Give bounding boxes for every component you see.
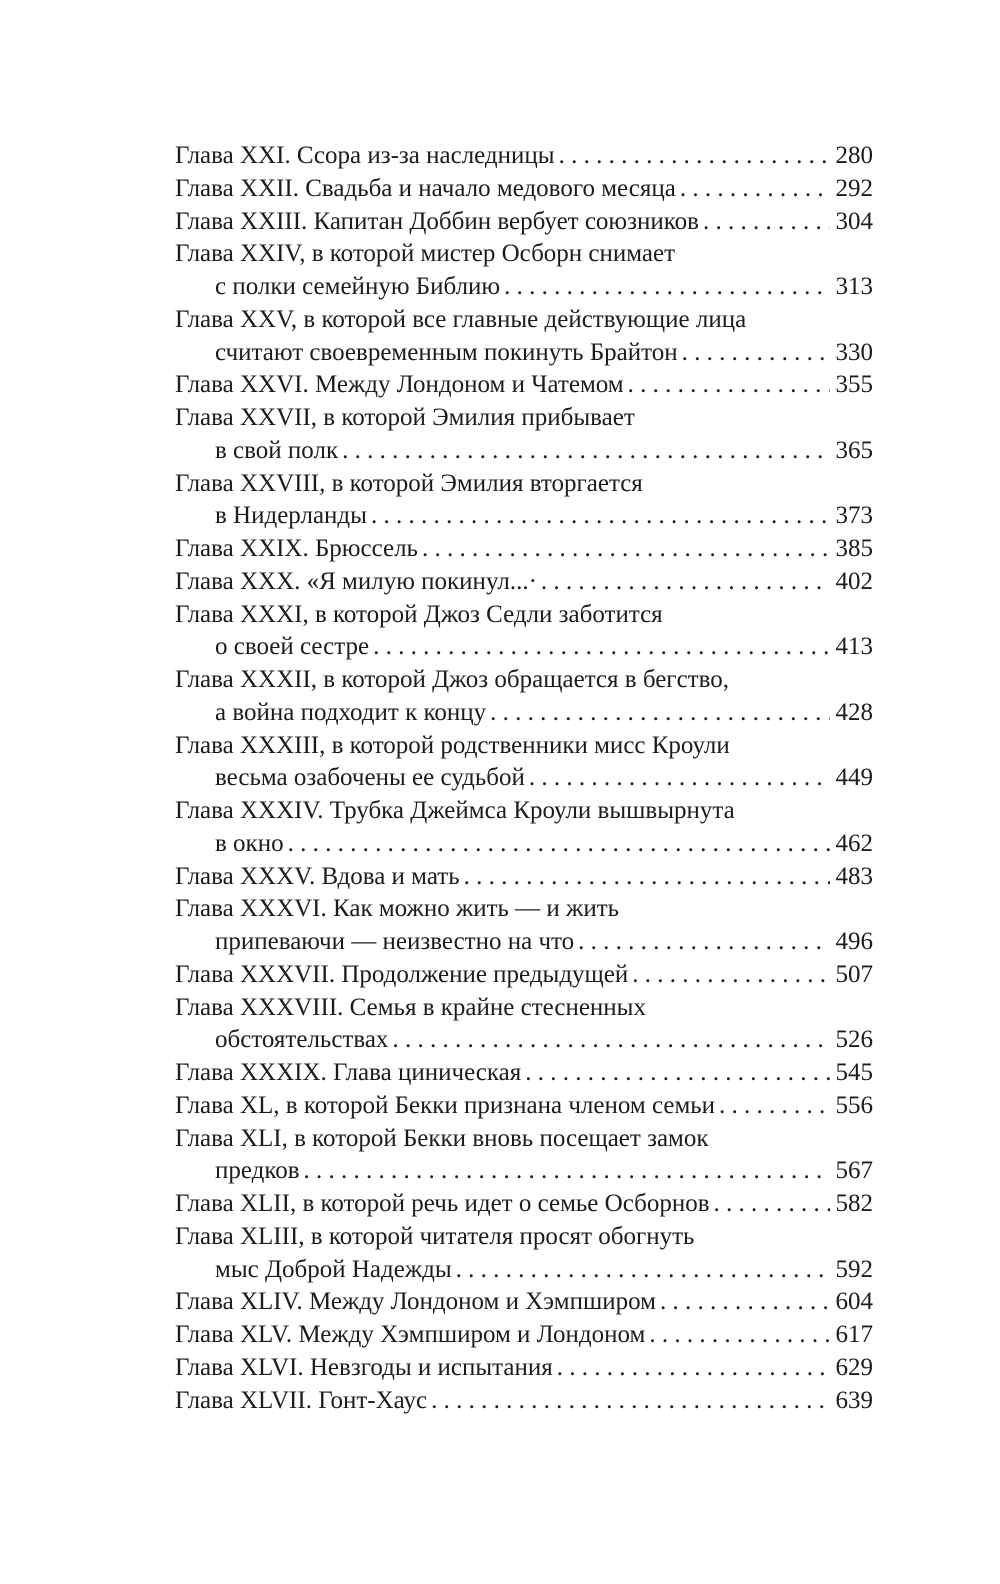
toc-entry-title: Глава XXXIV. Трубка Джеймса Кроули вышвырнута — [175, 797, 735, 824]
toc-entry — [175, 1319, 873, 1352]
toc-entry — [175, 1123, 873, 1189]
toc-line — [175, 697, 873, 730]
toc-page-number: 629 — [835, 1353, 873, 1381]
dot-leader — [464, 861, 830, 894]
toc-page-number: 556 — [835, 1091, 873, 1119]
toc-line — [175, 566, 873, 599]
toc-entry — [175, 1286, 873, 1319]
toc-entry — [175, 140, 873, 173]
toc-page-number: 545 — [835, 1059, 873, 1086]
toc-entry-title: Глава XXXII, в которой Джоз обращается в бегство, — [175, 666, 729, 693]
toc-entry-title: обстоятельствах — [215, 1026, 389, 1054]
dot-leader — [490, 697, 829, 730]
toc-entry-title: Глава XL, в которой Бекки признана членом семьи — [175, 1091, 716, 1119]
toc-entry — [175, 566, 873, 599]
toc-page-number: 292 — [835, 174, 873, 202]
toc-line — [175, 1385, 873, 1418]
toc-page-number: 385 — [835, 535, 873, 562]
toc-line — [175, 1352, 873, 1385]
toc-entry-title: Глава XLIV. Между Лондоном и Хэмпширом — [175, 1288, 656, 1316]
toc-entry-title: Глава XXV, в которой все главные действующие лица — [175, 305, 747, 333]
toc-page-number: 280 — [835, 142, 873, 169]
dot-leader — [529, 762, 830, 795]
toc-entry-title: Глава XXVI. Между Лондоном и Чатемом — [175, 371, 624, 399]
toc-entry-title: Глава XXXVII. Продолжение предыдущей — [175, 960, 629, 988]
dot-leader — [422, 533, 830, 566]
toc-entry-title: Глава XXVIII, в которой Эмилия вторгается — [175, 469, 643, 497]
toc-page-number: 449 — [835, 764, 873, 792]
toc-entry-title: Глава XXXIII, в которой родственники мисс Кроули — [175, 731, 730, 759]
toc-entry — [175, 1221, 873, 1287]
dot-leader — [703, 206, 830, 239]
toc-entry — [175, 238, 873, 304]
toc-page-number: 592 — [835, 1255, 873, 1283]
dot-leader — [682, 337, 830, 370]
dot-leader — [392, 1024, 829, 1057]
toc-page-number: 604 — [835, 1288, 873, 1316]
dot-leader — [504, 271, 829, 304]
toc-line — [175, 599, 873, 632]
toc-entry — [175, 992, 873, 1058]
toc-entry — [175, 402, 873, 468]
toc-line — [175, 730, 873, 763]
toc-entry — [175, 959, 873, 992]
toc-entry-title: предков — [215, 1157, 300, 1185]
toc-entry-title: в окно — [215, 829, 284, 857]
toc-entry — [175, 893, 873, 959]
toc-page-number: 639 — [835, 1386, 873, 1414]
toc-line — [175, 1090, 873, 1123]
toc-entry — [175, 1188, 873, 1221]
toc-page-number: 462 — [835, 829, 873, 857]
toc-line — [175, 828, 873, 861]
toc-page-number: 567 — [835, 1157, 873, 1185]
dot-leader — [628, 369, 830, 402]
toc-entry-title: Глава XLVI. Невзгоды и испытания — [175, 1353, 553, 1381]
toc-page-number: 373 — [835, 502, 873, 530]
toc-entry-title: Глава XLVII. Гонт-Хаус — [175, 1386, 428, 1414]
toc-entry — [175, 1057, 873, 1090]
toc-entry — [175, 173, 873, 206]
toc-line — [175, 238, 873, 271]
toc-entry-title: Глава XXIV, в которой мистер Осборн снимает — [175, 240, 676, 268]
toc-entry-title: мыс Доброй Надежды — [215, 1255, 452, 1283]
toc-line — [175, 959, 873, 992]
toc-line — [175, 304, 873, 337]
toc-entry — [175, 304, 873, 370]
toc-entry-title: в свой полк — [215, 436, 339, 464]
toc-line — [175, 1319, 873, 1352]
dot-leader — [559, 140, 830, 173]
toc-entry-title: Глава XXXVIII. Семья в крайне стесненных — [175, 993, 646, 1021]
toc-entry — [175, 1352, 873, 1385]
dot-leader — [660, 1286, 830, 1319]
toc-line — [175, 631, 873, 664]
toc-entry — [175, 730, 873, 796]
toc-entry — [175, 1385, 873, 1418]
toc-entry-title: Глава XXXVI. Как можно жить — и жить — [175, 895, 620, 923]
toc-line — [175, 500, 873, 533]
toc-page-number: 428 — [835, 698, 873, 726]
dot-leader — [680, 173, 830, 206]
toc-entry-title: о своей сестре — [215, 633, 370, 661]
toc-entry — [175, 861, 873, 894]
toc-page-number: 355 — [835, 371, 873, 399]
toc-entry-title: Глава XXIX. Брюссель — [175, 535, 418, 562]
toc-line — [175, 861, 873, 894]
toc-page-number: 330 — [835, 338, 873, 366]
dot-leader — [431, 1385, 829, 1418]
toc-page-number: 402 — [835, 567, 873, 595]
toc-page-number: 365 — [835, 436, 873, 464]
toc-line — [175, 1123, 873, 1156]
toc-line — [175, 1221, 873, 1254]
toc-entry — [175, 206, 873, 239]
dot-leader — [632, 959, 829, 992]
table-of-contents — [175, 140, 873, 1417]
toc-line — [175, 893, 873, 926]
dot-leader — [342, 435, 829, 468]
toc-entry — [175, 599, 873, 665]
toc-line — [175, 402, 873, 435]
dot-leader — [649, 1319, 829, 1352]
toc-entry-title: припеваючи — неизвестно на что — [215, 928, 575, 955]
toc-entry-title: в Нидерланды — [215, 502, 367, 530]
dot-leader — [456, 1254, 830, 1287]
toc-entry-title: Глава XLI, в которой Бекки вновь посещает замок — [175, 1124, 709, 1152]
dot-leader — [373, 631, 829, 664]
toc-entry-title: Глава XXXI, в которой Джоз Седли заботится — [175, 600, 663, 628]
toc-page-number: 496 — [835, 928, 873, 955]
toc-entry-title: Глава XLIII, в которой читателя просят обогнуть — [175, 1222, 695, 1250]
toc-line — [175, 206, 873, 239]
dot-leader — [541, 566, 830, 599]
toc-page-number: 413 — [835, 633, 873, 661]
toc-entry — [175, 468, 873, 534]
toc-page-number: 483 — [835, 862, 873, 890]
dot-leader — [371, 500, 830, 533]
toc-line — [175, 533, 873, 566]
toc-line — [175, 173, 873, 206]
toc-entry-title: Глава XXVII, в которой Эмилия прибывает — [175, 404, 635, 431]
toc-entry-title: считают своевременным покинуть Брайтон — [215, 338, 678, 366]
toc-line — [175, 271, 873, 304]
toc-entry-title: с полки семейную Библию — [215, 273, 501, 300]
toc-entry — [175, 1090, 873, 1123]
toc-page-number: 582 — [835, 1190, 873, 1217]
toc-entry-title: Глава XXIII. Капитан Доббин вербует союзников — [175, 207, 699, 235]
toc-entry-title: Глава XXII. Свадьба и начало медового месяца — [175, 174, 676, 202]
dot-leader — [288, 828, 830, 861]
toc-entry-title: Глава XXXIX. Глава циническая — [175, 1059, 522, 1086]
toc-entry — [175, 795, 873, 861]
toc-line — [175, 1155, 873, 1188]
toc-line — [175, 468, 873, 501]
toc-entry — [175, 664, 873, 730]
toc-line — [175, 337, 873, 370]
toc-line — [175, 664, 873, 697]
dot-leader — [719, 1090, 829, 1123]
toc-line — [175, 1024, 873, 1057]
toc-line — [175, 762, 873, 795]
toc-page-number: 507 — [835, 960, 873, 988]
toc-line — [175, 1188, 873, 1221]
toc-entry-title: Глава XXX. «Я милую покинул...· — [175, 567, 537, 595]
toc-line — [175, 140, 873, 173]
toc-line — [175, 795, 873, 828]
toc-entry-title: Глава XLV. Между Хэмпширом и Лондоном — [175, 1321, 646, 1348]
toc-entry-title: Глава XXI. Ссора из-за наследницы — [175, 142, 555, 169]
toc-entry — [175, 533, 873, 566]
toc-page-number: 313 — [835, 273, 873, 300]
toc-entry — [175, 369, 873, 402]
toc-page-number: 526 — [835, 1026, 873, 1054]
toc-entry-title: а война подходит к концу — [215, 698, 487, 726]
toc-line — [175, 435, 873, 468]
toc-line — [175, 1057, 873, 1090]
toc-line — [175, 1286, 873, 1319]
dot-leader — [304, 1155, 830, 1188]
toc-page-number: 304 — [835, 207, 873, 235]
toc-entry-title: Глава XLII, в которой речь идет о семье Осборнов — [175, 1190, 710, 1217]
dot-leader — [578, 926, 829, 959]
toc-page-number: 617 — [835, 1321, 873, 1348]
dot-leader — [714, 1188, 830, 1221]
toc-line — [175, 369, 873, 402]
toc-entry-title: весьма озабочены ее судьбой — [215, 764, 525, 792]
toc-line — [175, 926, 873, 959]
dot-leader — [557, 1352, 830, 1385]
toc-entry-title: Глава XXXV. Вдова и мать — [175, 862, 460, 890]
toc-line — [175, 992, 873, 1025]
dot-leader — [525, 1057, 829, 1090]
toc-line — [175, 1254, 873, 1287]
